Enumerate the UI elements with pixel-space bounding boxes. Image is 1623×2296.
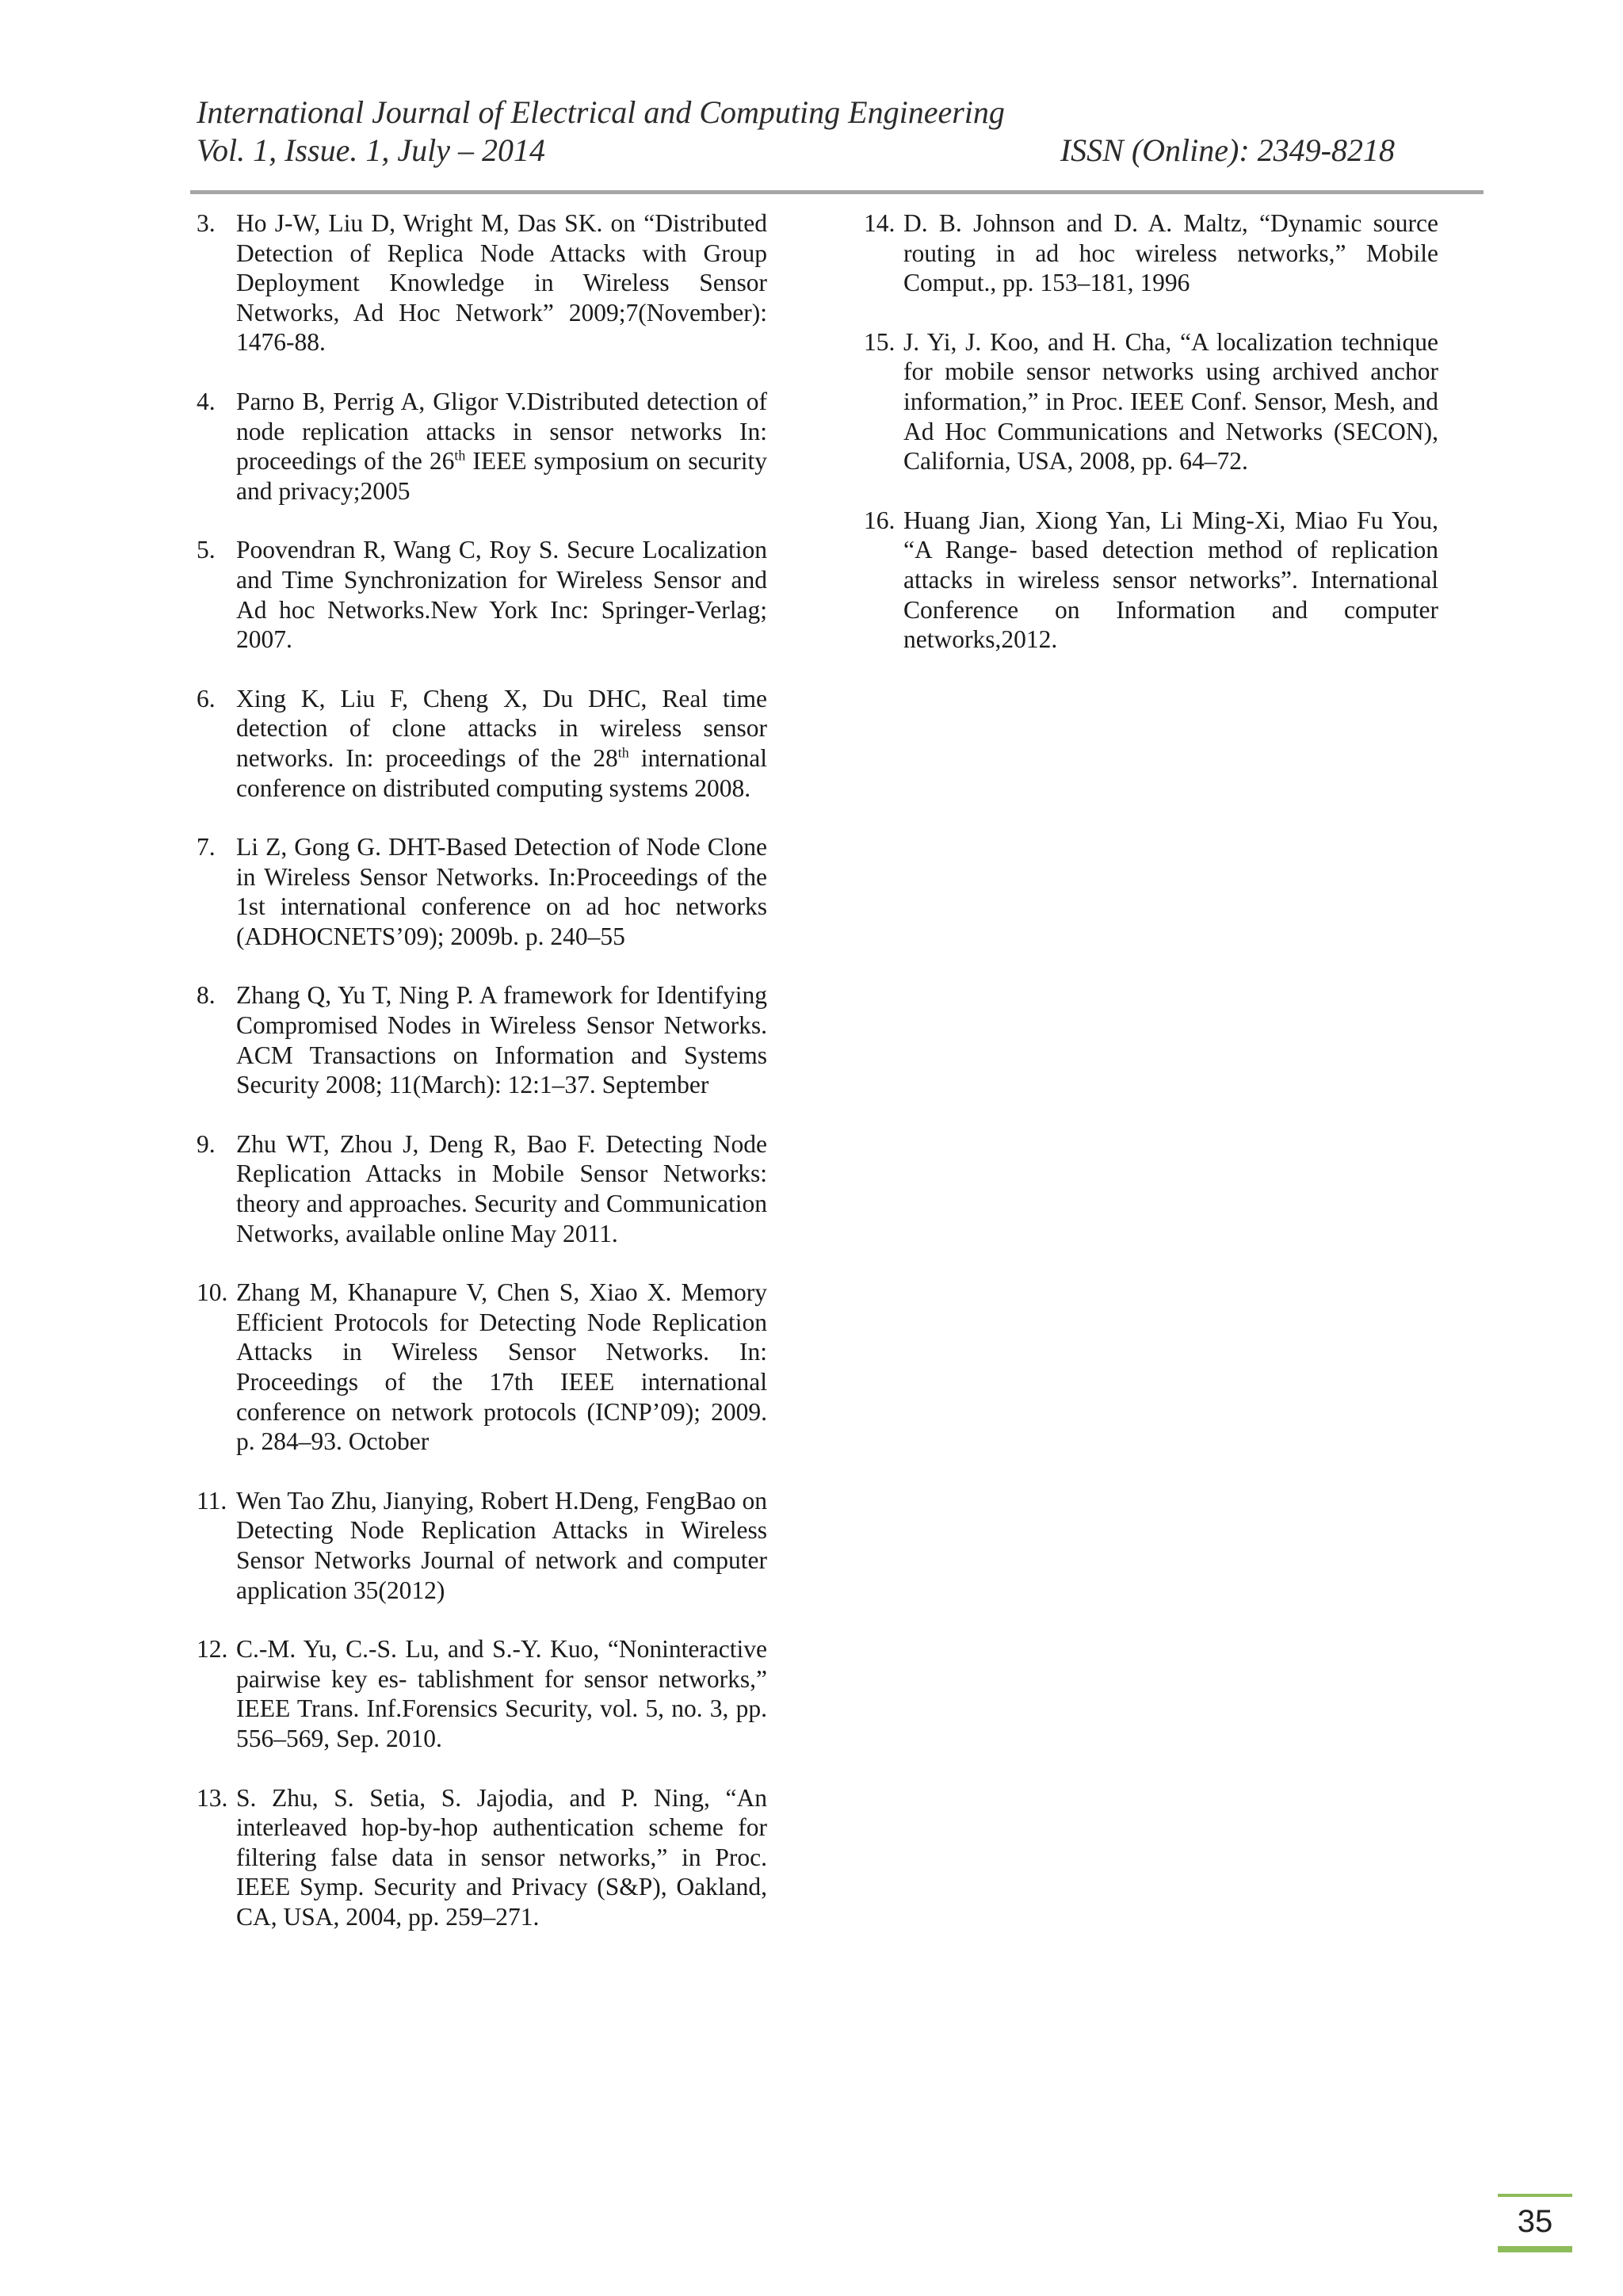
reference-text: Xing K, Liu F, Cheng X, Du DHC, Real time detection of clone attacks in wireless sensor networks. In: proceedings of the 28th international conference on distributed computing systems 2008. <box>236 684 767 802</box>
header-divider <box>190 190 1484 194</box>
reference-text: Huang Jian, Xiong Yan, Li Ming-Xi, Miao Fu You, “A Range- based detection method of replication attacks in wireless sensor networks”. International Conference on Information and computer networks,2012. <box>903 506 1438 654</box>
issn: ISSN (Online): 2349-8218 <box>1060 132 1395 168</box>
reference-number: 5. <box>197 536 216 564</box>
reference-item <box>197 1486 767 1605</box>
reference-number: 12. <box>197 1635 228 1664</box>
journal-title: International Journal of Electrical and Computing Engineering <box>197 94 1005 130</box>
reference-number: 8. <box>197 981 216 1010</box>
reference-number: 4. <box>197 387 216 415</box>
reference-item <box>864 208 1438 298</box>
reference-item <box>197 1634 767 1753</box>
reference-item <box>864 506 1438 655</box>
reference-number: 16. <box>864 506 896 534</box>
reference-item <box>197 1129 767 1248</box>
reference-number: 9. <box>197 1129 216 1158</box>
reference-text: Li Z, Gong G. DHT-Based Detection of Node Clone in Wireless Sensor Networks. In:Proceedings of the 1st international conference on ad hoc networks (ADHOCNETS’09); 2009b. p. 240–55 <box>236 833 767 950</box>
page-number: 35 <box>1517 2204 1553 2239</box>
references-right-column <box>864 208 1438 684</box>
journal-issue-line <box>197 132 1395 170</box>
journal-header <box>197 94 1395 170</box>
reference-text: Zhu WT, Zhou J, Deng R, Bao F. Detecting Node Replication Attacks in Mobile Sensor Networks: theory and approaches. Security and Communication Networks, available online May 2011. <box>236 1129 767 1247</box>
reference-text: S. Zhu, S. Setia, S. Jajodia, and P. Ning, “An interleaved hop-by-hop authentication scheme for filtering false data in sensor networks,” in Proc. IEEE Symp. Security and Privacy (S&P), Oakland, CA, USA, 2004, pp. 259–271. <box>236 1783 767 1931</box>
reference-item <box>197 535 767 654</box>
reference-text: C.-M. Yu, C.-S. Lu, and S.-Y. Kuo, “Noninteractive pairwise key es- tablishment for sensor networks,” IEEE Trans. Inf.Forensics Security, vol. 5, no. 3, pp. 556–569, Sep. 2010. <box>236 1635 767 1752</box>
volume-issue: Vol. 1, Issue. 1, July – 2014 <box>197 132 545 168</box>
reference-number: 7. <box>197 833 216 861</box>
reference-number: 14. <box>864 209 896 237</box>
reference-item <box>197 208 767 357</box>
reference-text: J. Yi, J. Koo, and H. Cha, “A localization technique for mobile sensor networks using archived anchor information,” in Proc. IEEE Conf. Sensor, Mesh, and Ad Hoc Communications and Networks (SECON), California, USA, 2008, pp. 64–72. <box>903 327 1438 476</box>
reference-number: 13. <box>197 1783 228 1812</box>
references-left-column <box>197 208 767 1962</box>
reference-text: Zhang Q, Yu T, Ning P. A framework for Identifying Compromised Nodes in Wireless Sensor Networks. ACM Transactions on Information and Systems Security 2008; 11(March): 12:1–37. September <box>236 981 767 1099</box>
reference-number: 15. <box>864 327 896 356</box>
reference-item <box>197 1278 767 1457</box>
reference-number: 6. <box>197 684 216 712</box>
reference-text: Parno B, Perrig A, Gligor V.Distributed detection of node replication attacks in sensor networks In: proceedings of the 26th IEEE symposium on security and privacy;2005 <box>236 387 767 505</box>
reference-item <box>197 1783 767 1932</box>
reference-text: Wen Tao Zhu, Jianying, Robert H.Deng, FengBao on Detecting Node Replication Attacks in Wireless Sensor Networks Journal of network and computer application 35(2012) <box>236 1486 767 1604</box>
reference-item <box>197 980 767 1099</box>
reference-text: Ho J-W, Liu D, Wright M, Das SK. on “Distributed Detection of Replica Node Attacks with Group Deployment Knowledge in Wireless Sensor Networks, Ad Hoc Network” 2009;7(November): 1476-88. <box>236 209 767 357</box>
reference-item <box>864 327 1438 476</box>
reference-item <box>197 832 767 951</box>
page-number-rule-bottom <box>1498 2246 1572 2252</box>
reference-text: D. B. Johnson and D. A. Maltz, “Dynamic source routing in ad hoc wireless networks,” Mobile Comput., pp. 153–181, 1996 <box>903 209 1438 297</box>
reference-text: Poovendran R, Wang C, Roy S. Secure Localization and Time Synchronization for Wireless Sensor and Ad hoc Networks.New York Inc: Springer-Verlag; 2007. <box>236 536 767 654</box>
reference-number: 10. <box>197 1278 228 1307</box>
reference-text: Zhang M, Khanapure V, Chen S, Xiao X. Memory Efficient Protocols for Detecting Node Replication Attacks in Wireless Sensor Networks. In: Proceedings of the 17th IEEE international conference on network protocols (ICNP’09); 2009. p. 284–93. October <box>236 1278 767 1456</box>
reference-number: 11. <box>197 1486 227 1515</box>
reference-item <box>197 684 767 803</box>
page-number-box <box>1498 2194 1572 2252</box>
reference-number: 3. <box>197 209 216 237</box>
reference-item <box>197 387 767 506</box>
